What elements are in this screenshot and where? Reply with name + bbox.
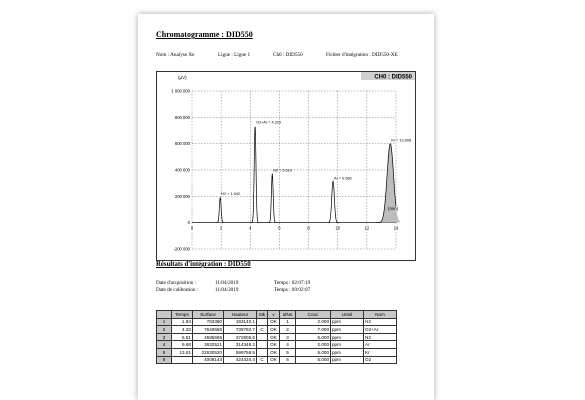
table-cell: C [257, 356, 268, 364]
table-cell: 5.000 [296, 333, 331, 341]
peak-label: O2+Ar = 4.329 [256, 120, 282, 125]
table-cell: Kr [364, 348, 397, 356]
table-cell: O2 [364, 356, 397, 364]
header-nom: Nom : Analyse Xe [156, 52, 195, 58]
table-cell: 2 [157, 326, 172, 334]
table-cell: OK [268, 326, 280, 334]
col-temps: Temps [172, 311, 193, 319]
y-tick-label: 400 000 [174, 167, 190, 173]
col-unite: Unité [331, 311, 364, 319]
acq-time: Temps : 02:07:19 [274, 280, 311, 286]
y-tick-label: 800 000 [174, 114, 190, 120]
table-cell: 3 [157, 333, 172, 341]
header-channel: Ch0 : DID550 [273, 52, 303, 58]
table-cell: 193140.1 [224, 318, 257, 326]
peak-label: Ar = 9.683 [334, 176, 352, 181]
y-tick-label: 600 000 [174, 141, 190, 147]
channel-label: CH0 : DID550 [374, 74, 412, 81]
table-cell [257, 333, 268, 341]
chromatogram-chart [156, 71, 416, 261]
table-cell: 599758.5 [224, 348, 257, 356]
table-cell: C [257, 326, 268, 334]
col-nom: Nom [364, 311, 397, 319]
table-cell [172, 356, 193, 364]
x-tick-label: 10 [335, 225, 341, 231]
acq-date: 11/04/2019 [215, 280, 239, 286]
table-cell: 4.33 [172, 326, 193, 334]
table-cell [257, 341, 268, 349]
table-cell: 763390 [193, 318, 224, 326]
table-row [157, 348, 397, 356]
table-cell: ppm [331, 318, 364, 326]
table-cell: OK [268, 341, 280, 349]
x-tick-label: 0 [190, 225, 194, 231]
col-surface: Surface [193, 311, 224, 319]
page-title: Chromatogramme : DID550 [156, 30, 253, 39]
table-cell: 3 [280, 333, 296, 341]
peak-label: Kr = 13.608 [391, 138, 412, 143]
acq-label: Date d'acquisition : [156, 280, 197, 286]
col-conc: Conc [296, 311, 331, 319]
report-page [138, 14, 434, 400]
table-cell: 5.51 [172, 333, 193, 341]
table-cell: OK [268, 333, 280, 341]
x-tick-label: 4 [249, 225, 252, 231]
x-tick-label: 8 [307, 225, 310, 231]
col-v: v [268, 311, 280, 319]
x-tick-label: 6 [278, 225, 281, 231]
table-cell [257, 348, 268, 356]
table-cell: 6 [157, 356, 172, 364]
peak-label: N2 = 5.510 [273, 168, 292, 173]
table-cell: 1 [280, 318, 296, 326]
table-cell: 372805.6 [224, 333, 257, 341]
y-tick-label: 0 [187, 220, 190, 226]
table-cell: N2 [364, 333, 397, 341]
table-cell: 13.61 [172, 348, 193, 356]
x-tick-label: 12 [364, 225, 370, 231]
x-axis-unit: (min) [388, 206, 399, 211]
table-cell: OK [268, 318, 280, 326]
cal-time: Temps : 09:02:07 [274, 287, 311, 293]
table-cell: 424434.4 [224, 356, 257, 364]
table-cell: 7640665 [193, 326, 224, 334]
table-cell: 7.000 [296, 326, 331, 334]
table-cell: Ar [364, 341, 397, 349]
table-row [157, 318, 397, 326]
table-cell: 4595696 [193, 333, 224, 341]
cal-date: 11/04/2019 [215, 287, 239, 293]
col-hauteur: Hauteur [224, 311, 257, 319]
y-tick-label: -200 000 [173, 246, 190, 252]
table-cell: ppm [331, 333, 364, 341]
table-cell: 1 [157, 318, 172, 326]
table-cell: 22630520 [193, 348, 224, 356]
table-row [157, 326, 397, 334]
results-table [156, 310, 397, 364]
table-header-row [157, 311, 397, 319]
table-row [157, 341, 397, 349]
table-cell: 6 [280, 356, 296, 364]
col-idno: IdNo [280, 311, 296, 319]
chart-frame [157, 72, 416, 261]
table-cell: 2.000 [296, 318, 331, 326]
table-cell: 1.94 [172, 318, 193, 326]
table-cell: 5.000 [296, 356, 331, 364]
table-cell: 4008144 [193, 356, 224, 364]
table-cell [257, 318, 268, 326]
table-cell: 9.68 [172, 341, 193, 349]
table-cell: ppm [331, 341, 364, 349]
col-mk: Mk [257, 311, 268, 319]
table-cell: 2.000 [296, 341, 331, 349]
y-tick-label: 1 000 000 [171, 88, 190, 94]
table-cell: ppm [331, 348, 364, 356]
table-row [157, 356, 397, 364]
table-row [157, 333, 397, 341]
table-cell: O2+Ar [364, 326, 397, 334]
x-tick-label: 14 [393, 225, 399, 231]
table-cell: 2 [280, 326, 296, 334]
table-cell: OK [268, 356, 280, 364]
header-fichier: Fichier d'intégration : DID550-XE [326, 52, 398, 58]
header-ligne: Ligne : Ligne 1 [218, 52, 251, 58]
table-cell: 5 [280, 348, 296, 356]
table-cell: 4 [280, 341, 296, 349]
cal-label: Date de calibration : [156, 287, 199, 293]
peak-label: H2 = 1.942 [221, 192, 240, 197]
table-cell: ppm [331, 356, 364, 364]
results-title: Résultats d'intégration : DID550 [156, 261, 251, 268]
y-axis-unit: (µV) [178, 75, 187, 80]
table-cell: 738792.7 [224, 326, 257, 334]
table-cell: 314348.3 [224, 341, 257, 349]
table-cell: 4 [157, 341, 172, 349]
col-index [157, 311, 172, 319]
table-cell: ppm [331, 326, 364, 334]
y-tick-label: 200 000 [174, 193, 190, 199]
x-tick-label: 2 [219, 225, 223, 231]
table-cell: H2 [364, 318, 397, 326]
table-cell: 5 [157, 348, 172, 356]
table-cell: 5.000 [296, 348, 331, 356]
table-cell: 3632521 [193, 341, 224, 349]
table-cell: OK [268, 348, 280, 356]
